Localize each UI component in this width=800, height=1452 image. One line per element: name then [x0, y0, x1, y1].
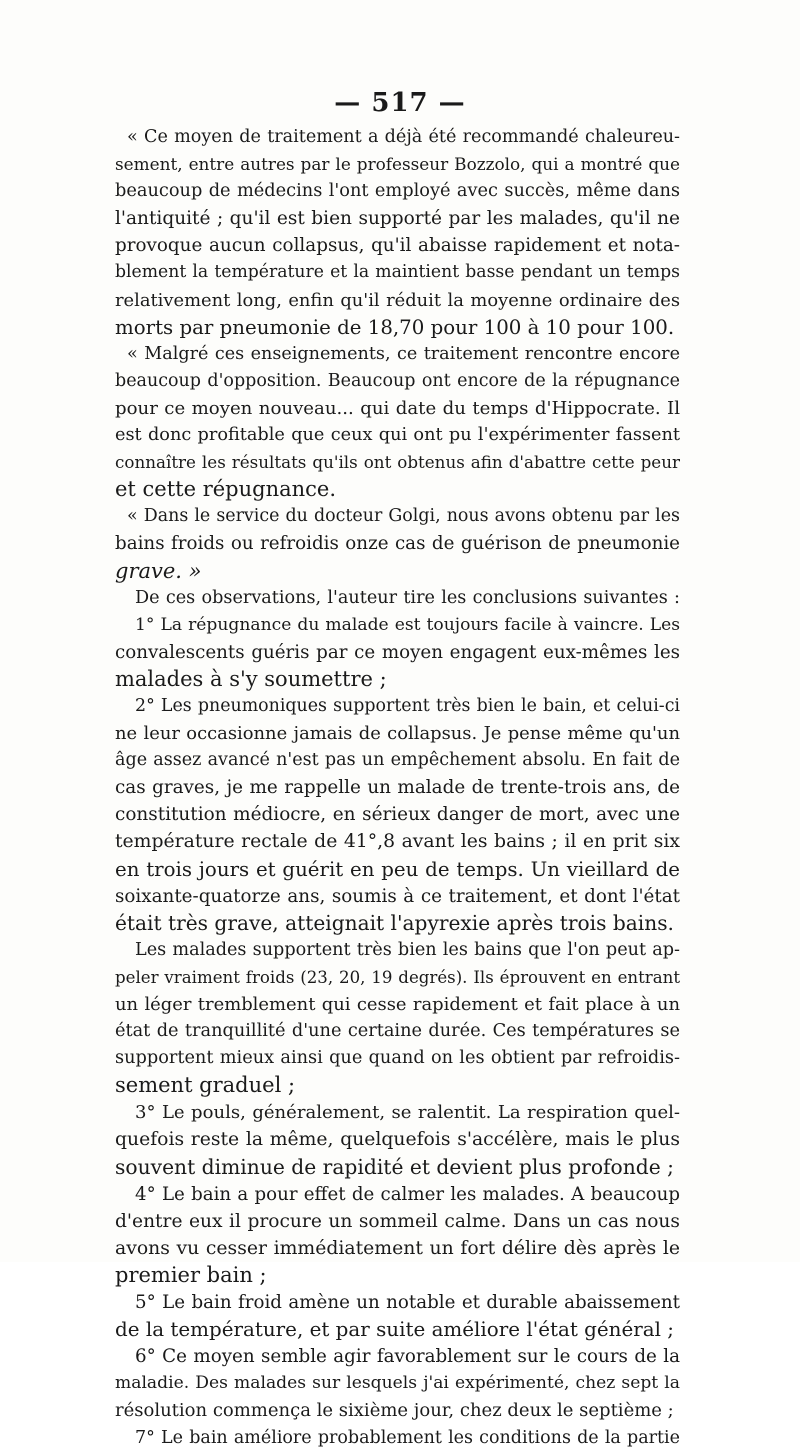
text-line: « Malgré ces enseignements, ce traitement rencontre encore: [127, 343, 680, 364]
text-line: malades à s'y soumettre ;: [115, 666, 387, 691]
text-line: ne leur occasionne jamais de collapsus. Je pense même qu'un: [115, 723, 680, 745]
text-line: 6° Ce moyen semble agir favorablement sur le cours de la: [135, 1346, 680, 1368]
text-line: température rectale de 41°,8 avant les bains ; il en prit six: [115, 831, 680, 853]
text-line: morts par pneumonie de 18,70 pour 100 à 10 pour 100.: [115, 315, 675, 339]
text-line: Les malades supportent très bien les bains que l'on peut ap-: [135, 939, 680, 960]
text-line: état de tranquillité d'une certaine durée. Ces températures se: [115, 1021, 680, 1042]
text-line: beaucoup d'opposition. Beaucoup ont encore de la répugnance: [115, 370, 680, 391]
text-line: « Ce moyen de traitement a déjà été recommandé chaleureu-: [127, 127, 680, 147]
text-line: De ces observations, l'auteur tire les conclusions suivantes :: [135, 587, 680, 608]
text-line: 4° Le bain a pour effet de calmer les malades. A beaucoup: [135, 1183, 680, 1205]
text-line: relativement long, enfin qu'il réduit la moyenne ordinaire des: [115, 289, 680, 311]
text-line: était très grave, atteignait l'apyrexie après trois bains.: [115, 910, 674, 935]
text-line: convalescents guéris par ce moyen engagent eux-mêmes les: [115, 641, 680, 663]
text-line: âge assez avancé n'est pas un empêchement absolu. En fait de: [115, 750, 680, 771]
body-text: [115, 124, 680, 1452]
page-number: — 517 —: [334, 88, 466, 118]
text-line: grave. »: [115, 558, 202, 583]
text-line: en trois jours et guérit en peu de temps. Un vieillard de: [115, 857, 680, 881]
text-line: de la température, et par suite améliore l'état général ;: [115, 1318, 674, 1342]
text-line: provoque aucun collapsus, qu'il abaisse rapidement et nota-: [115, 235, 680, 257]
text-line: quefois reste la même, quelquefois s'accélère, mais le plus: [115, 1129, 680, 1151]
text-line: sement, entre autres par le professeur Bozzolo, qui a montré que: [115, 154, 680, 175]
text-line: premier bain ;: [115, 1262, 267, 1287]
text-line: 1° La répugnance du malade est toujours facile à vaincre. Les: [135, 614, 680, 635]
text-line: d'entre eux il procure un sommeil calme. Dans un cas nous: [115, 1210, 680, 1232]
text-line: connaître les résultats qu'ils ont obtenus afin d'abattre cette peur: [115, 452, 680, 473]
text-line: sement graduel ;: [115, 1073, 296, 1098]
text-line: beaucoup de médecins l'ont employé avec succès, même dans: [115, 181, 680, 202]
text-line: « Dans le service du docteur Golgi, nous avons obtenu par les: [127, 506, 680, 527]
text-line: blement la température et la maintient basse pendant un temps: [115, 262, 680, 283]
text-line: résolution commença le sixième jour, chez deux le septième ;: [115, 1400, 674, 1422]
text-line: l'antiquité ; qu'il est bien supporté par les malades, qu'il ne: [115, 208, 680, 230]
text-line: supportent mieux ainsi que quand on les obtient par refroidis-: [115, 1048, 680, 1069]
text-line: maladie. Des malades sur lesquels j'ai expérimenté, chez sept la: [115, 1373, 680, 1394]
text-line: et cette répugnance.: [115, 477, 337, 502]
text-line: souvent diminue de rapidité et devient plus profonde ;: [115, 1154, 674, 1179]
text-line: est donc profitable que ceux qui ont pu l'expérimenter fassent: [115, 425, 680, 446]
text-line: 5° Le bain froid amène un notable et durable abaissement: [135, 1292, 680, 1314]
text-line: constitution médiocre, en sérieux danger de mort, avec une: [115, 804, 680, 826]
text-line: un léger tremblement qui cesse rapidement et fait place à un: [115, 994, 680, 1015]
text-line: pour ce moyen nouveau... qui date du temps d'Hippocrate. Il: [115, 397, 680, 419]
text-line: peler vraiment froids (23, 20, 19 degrés). Ils éprouvent en entrant: [115, 967, 680, 987]
text-line: avons vu cesser immédiatement un fort délire dès après le: [115, 1237, 680, 1259]
text-line: soixante-quatorze ans, soumis à ce traitement, et dont l'état: [115, 885, 680, 907]
text-line: 7° Le bain améliore probablement les conditions de la partie: [135, 1427, 680, 1448]
text-line: cas graves, je me rappelle un malade de trente-trois ans, de: [115, 777, 680, 799]
text-line: 2° Les pneumoniques supportent très bien le bain, et celui-ci: [135, 695, 680, 716]
text-line: 3° Le pouls, généralement, se ralentit. La respiration quel-: [135, 1102, 680, 1124]
text-line: bains froids ou refroidis onze cas de guérison de pneumonie: [115, 533, 680, 555]
